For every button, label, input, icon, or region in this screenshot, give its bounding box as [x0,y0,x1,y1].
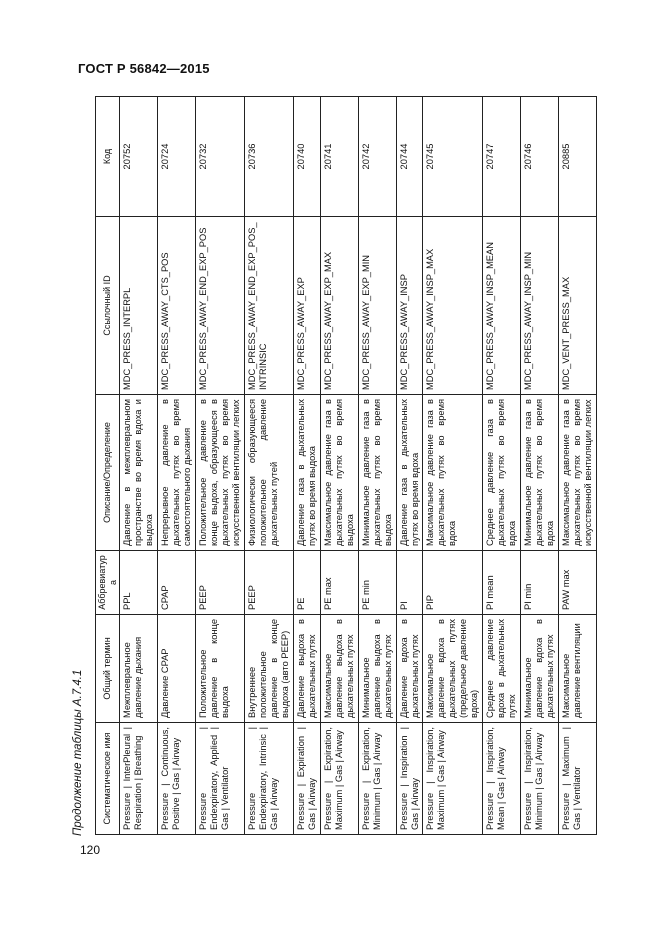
cell-definition: Давление в межплевральном пространстве во время вдоха и выдоха [120,395,158,551]
table-row [358,97,396,835]
cell-system-name: Pressure | Endexpiratory, Intrinsic | Gas | Airway [244,723,293,835]
cell-system-name: Pressure | InterPleural | Respiration | Breathing [120,723,158,835]
cell-reference-id: MDC_PRESS_AWAY_INSP_MIN [521,217,559,395]
terms-table [95,96,597,835]
cell-reference-id: MDC_PRESS_AWAY_INSP_MAX [423,217,483,395]
cell-code: 20744 [396,97,423,217]
cell-reference-id: MDC_PRESS_AWAY_EXP_MIN [358,217,396,395]
cell-common-term: Давление вдоха в дыхательных путях [396,615,423,723]
cell-code: 20742 [358,97,396,217]
cell-reference-id: MDC_PRESS_AWAY_EXP [293,217,320,395]
cell-definition: Среднее давление газа в дыхательных путях во время вдоха [483,395,521,551]
cell-code: 20745 [423,97,483,217]
cell-common-term: Минимальное давление выдоха в дыхательных путях [358,615,396,723]
table-row [293,97,320,835]
cell-common-term: Максимальное давление вдоха в дыхательных путях (предельное давление вдоха) [423,615,483,723]
column-header-common-term: Общий термин [96,615,120,723]
cell-common-term: Межплевральное давление дыхания [120,615,158,723]
table-row [423,97,483,835]
column-header-code: Код [96,97,120,217]
cell-system-name: Pressure | Inspiration, Minimum | Gas | Airway [521,723,559,835]
cell-definition: Минимальное давление газа в дыхательных путях во время вдоха [521,395,559,551]
table-row [396,97,423,835]
cell-system-name: Pressure | Inspiration, Maximum | Gas | Airway [423,723,483,835]
table-row [158,97,196,835]
cell-code: 20736 [244,97,293,217]
cell-reference-id: MDC_PRESS_AWAY_END_EXP_POS [196,217,245,395]
rotated-table-container [95,97,594,835]
cell-system-name: Pressure | Maximum | Gas | Ventilator [559,723,597,835]
cell-system-name: Pressure | Expiration, Maximum | Gas | Airway [320,723,358,835]
table-row [120,97,158,835]
cell-common-term: Среднее давление вдоха в дыхательных путях [483,615,521,723]
cell-common-term: Внутреннее положительное давление в конце выдоха (авто PEEP) [244,615,293,723]
table-body [120,97,597,835]
cell-system-name: Pressure | Expiration, Minimum | Gas | Airway [358,723,396,835]
cell-abbreviation: PIP [423,551,483,615]
column-header-abbreviation: Аббревиатура [96,551,120,615]
cell-system-name: Pressure | Endexpiratory, Applied | Gas | Ventilator [196,723,245,835]
column-header-system-name: Систематическое имя [96,723,120,835]
cell-system-name: Pressure | Inspiration, Mean | Gas | Airway [483,723,521,835]
cell-definition: Минимальное давление газа в дыхательных путях во время выдоха [358,395,396,551]
cell-definition: Максимальное давление газа в дыхательных путях во время вдоха [423,395,483,551]
table-row [244,97,293,835]
cell-reference-id: MDC_PRESS_AWAY_INSP_MEAN [483,217,521,395]
cell-code: 20747 [483,97,521,217]
cell-abbreviation: PE max [320,551,358,615]
cell-reference-id: MDC_PRESS_AWAY_END_EXP_POS_INTRINSIC [244,217,293,395]
cell-code: 20741 [320,97,358,217]
cell-definition: Давление газа в дыхательных путях во время выдоха [293,395,320,551]
cell-abbreviation: PAW max [559,551,597,615]
table-row [320,97,358,835]
table-row [521,97,559,835]
document-title: ГОСТ Р 56842—2015 [78,61,210,76]
table-continuation-label: Продолжение таблицы A.7.4.1 [72,669,84,836]
cell-definition: Физиологически образующееся положительное давление дыхательных путей [244,395,293,551]
cell-system-name: Pressure | Continuous, Positive | Gas | Airway [158,723,196,835]
column-header-definition: Описание/Определение [96,395,120,551]
cell-code: 20724 [158,97,196,217]
cell-abbreviation: PI mean [483,551,521,615]
cell-reference-id: MDC_PRESS_INTERPL [120,217,158,395]
table-row [559,97,597,835]
table-header-row [96,97,120,835]
cell-abbreviation: PI [396,551,423,615]
cell-abbreviation: PE [293,551,320,615]
cell-common-term: Давление выдоха в дыхательных путях [293,615,320,723]
cell-definition: Давление газа в дыхательных путях во время вдоха [396,395,423,551]
cell-common-term: Положительное давление в конце выдоха [196,615,245,723]
cell-common-term: Давление CPAP [158,615,196,723]
cell-abbreviation: PI min [521,551,559,615]
cell-reference-id: MDC_VENT_PRESS_MAX [559,217,597,395]
cell-reference-id: MDC_PRESS_AWAY_CTS_POS [158,217,196,395]
cell-code: 20746 [521,97,559,217]
page-number: 120 [80,843,101,857]
cell-reference-id: MDC_PRESS_AWAY_INSP [396,217,423,395]
cell-abbreviation: PPL [120,551,158,615]
cell-code: 20885 [559,97,597,217]
cell-system-name: Pressure | Inspiration | Gas | Airway [396,723,423,835]
cell-definition: Положительное давление в конце выдоха, образующееся в дыхательных путях во время искусственной вентиляции легких [196,395,245,551]
cell-code: 20732 [196,97,245,217]
cell-system-name: Pressure | Expiration | Gas | Airway [293,723,320,835]
cell-definition: Максимальное давление газа в дыхательных путях во время искусственной вентиляции легких [559,395,597,551]
cell-definition: Максимальное давление газа в дыхательных путях во время выдоха [320,395,358,551]
cell-common-term: Минимальное давление вдоха в дыхательных путях [521,615,559,723]
cell-reference-id: MDC_PRESS_AWAY_EXP_MAX [320,217,358,395]
cell-abbreviation: PE min [358,551,396,615]
cell-code: 20740 [293,97,320,217]
table-row [483,97,521,835]
cell-common-term: Максимальное давление вентиляции [559,615,597,723]
cell-definition: Непрерывное давление в дыхательных путях во время самостоятельного дыхания [158,395,196,551]
column-header-reference-id: Ссылочный ID [96,217,120,395]
cell-abbreviation: PEEP [244,551,293,615]
cell-abbreviation: PEEP [196,551,245,615]
cell-code: 20752 [120,97,158,217]
cell-common-term: Максимальное давление выдоха в дыхательных путях [320,615,358,723]
cell-abbreviation: CPAP [158,551,196,615]
table-row [196,97,245,835]
